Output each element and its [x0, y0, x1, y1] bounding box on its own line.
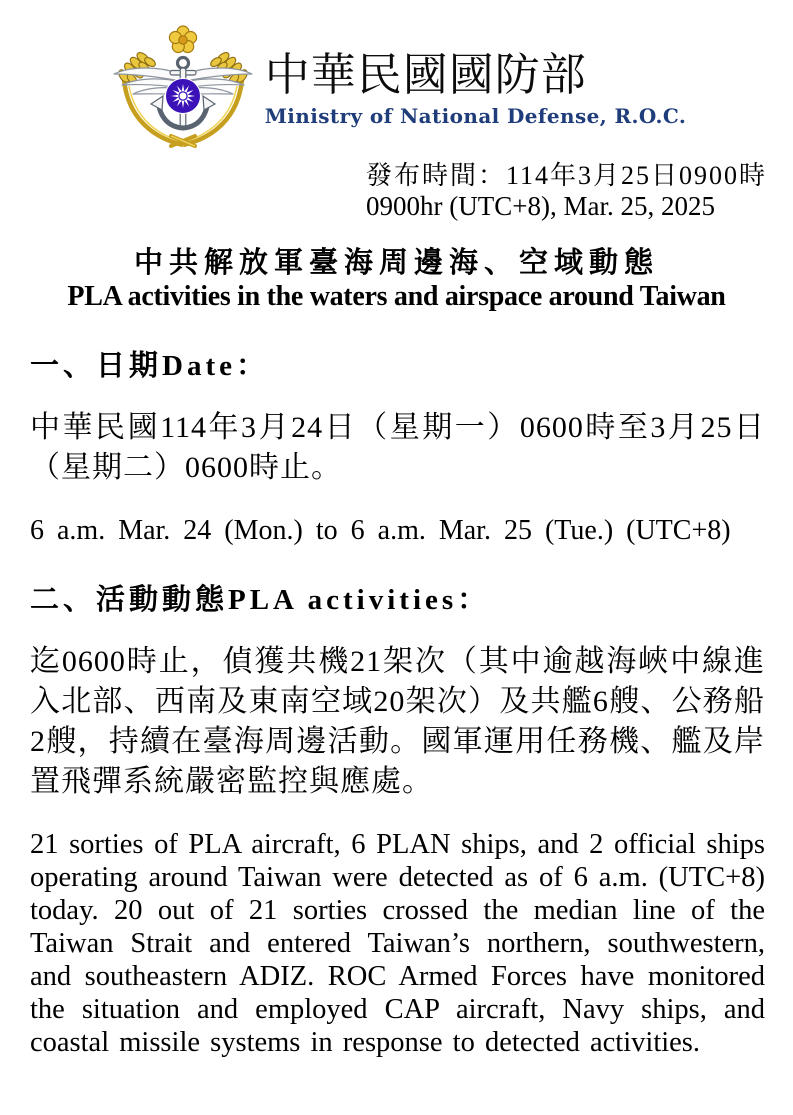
- mnd-emblem-icon: [107, 24, 259, 150]
- activities-paragraph-en: 21 sorties of PLA aircraft, 6 PLAN ships, and 2 official ships operating around Taiwan were detected as of 6 a.m. (UTC+8) today. 20 out of 21 sorties crossed the median line of the Taiwan Strait and entered Taiwan’s northern, southwestern, and southeastern ADIZ. ROC Armed Forces have monitored the situation and employed CAP aircraft, Navy ships, and coastal missile systems in response to detected activities.: [30, 829, 765, 1058]
- release-time-en: 0900hr (UTC+8), Mar. 25, 2025: [366, 191, 715, 221]
- document-title: [0, 246, 793, 313]
- section-2-heading: 二、活動動態PLA activities：: [30, 584, 491, 616]
- section-1-heading: 一、日期Date：: [30, 350, 269, 382]
- release-time: [366, 160, 793, 222]
- document-title-zh: 中共解放軍臺海周邊海、空域動態: [133, 247, 659, 279]
- activities-paragraph-zh: 迄0600時止，偵獲共機21架次（其中逾越海峽中線進入北部、西南及東南空域20架次）及共艦6艘、公務船2艘，持續在臺海周邊活動。國軍運用任務機、艦及岸置飛彈系統嚴密監控與應處。: [30, 645, 765, 798]
- document-title-en: PLA activities in the waters and airspace around Taiwan: [67, 281, 726, 312]
- date-paragraph-en: 6 a.m. Mar. 24 (Mon.) to 6 a.m. Mar. 25 (Tue.) (UTC+8): [30, 515, 731, 546]
- document-header: [0, 24, 793, 150]
- org-name-en: Ministry of National Defense, R.O.C.: [264, 103, 687, 128]
- release-time-zh: 發布時間：114年3月25日0900時: [366, 161, 768, 190]
- org-name-zh: 中華民國國防部: [264, 50, 587, 100]
- date-paragraph-zh: 中華民國114年3月24日（星期一）0600時至3月25日（星期二）0600時止。: [30, 411, 765, 484]
- org-names: [265, 50, 686, 128]
- document-body: [30, 350, 765, 1059]
